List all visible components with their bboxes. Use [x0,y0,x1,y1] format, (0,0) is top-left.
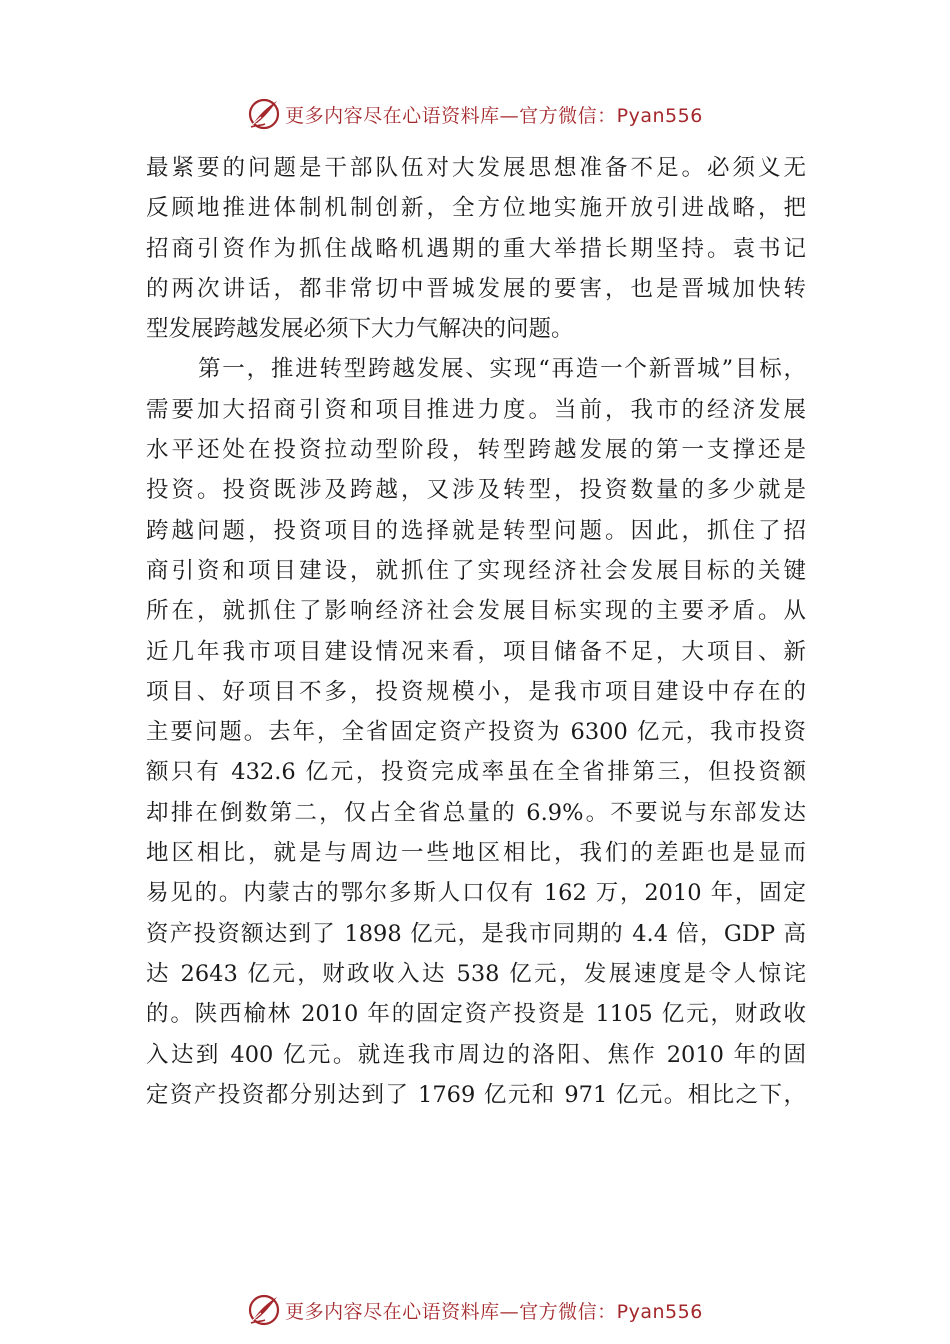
footer-banner-label: 更多内容尽在心语资料库—官方微信： [285,1300,617,1323]
body-line: 达 2643 亿元，财政收入达 538 亿元，发展速度是令人惊诧 [146,960,806,987]
body-line: 所在，就抓住了影响经济社会发展目标实现的主要矛盾。从 [146,598,806,625]
body-line: 招商引资作为抓住战略机遇期的重大举措长期坚持。袁书记 [146,235,806,262]
body-line: 跨越问题，投资项目的选择就是转型问题。因此，抓住了招 [146,517,806,544]
body-line: 需要加大招商引资和项目推进力度。当前，我市的经济发展 [146,396,806,423]
body-line: 商引资和项目建设，就抓住了实现经济社会发展目标的关键 [146,557,806,584]
body-line: 的。陕西榆林 2010 年的固定资产投资是 1105 亿元，财政收 [146,1001,806,1028]
body-line: 最紧要的问题是干部队伍对大发展思想准备不足。必须义无 [146,155,806,181]
footer-banner-text [285,1297,703,1324]
body-line: 水平还处在投资拉动型阶段，转型跨越发展的第一支撑还是 [146,437,806,464]
body-line: 项目、好项目不多，投资规模小，是我市项目建设中存在的 [146,678,806,705]
body-line: 易见的。内蒙古的鄂尔多斯人口仅有 162 万，2010 年，固定 [146,880,806,907]
footer-banner [0,1290,950,1330]
body-line: 地区相比，就是与周边一些地区相比，我们的差距也是显而 [146,840,806,867]
body-line: 近几年我市项目建设情况来看，项目储备不足，大项目、新 [146,638,806,665]
body-line: 定资产投资都分别达到了 1769 亿元和 971 亿元。相比之下， [146,1081,806,1108]
body-line: 主要问题。去年，全省固定资产投资为 6300 亿元，我市投资 [146,719,806,746]
header-banner-text [285,101,703,128]
header-banner-label: 更多内容尽在心语资料库—官方微信： [285,104,617,127]
quill-pen-logo-icon [247,1293,281,1327]
body-line: 额只有 432.6 亿元，投资完成率虽在全省排第三，但投资额 [146,759,806,786]
document-body [146,148,806,1115]
body-line: 却排在倒数第二，仅占全省总量的 6.9%。不要说与东部发达 [146,799,806,826]
paragraph-first-line: 第一，推进转型跨越发展、实现“再造一个新晋城”目标， [198,356,806,383]
body-line: 投资。投资既涉及跨越，又涉及转型，投资数量的多少就是 [146,477,806,504]
body-line: 入达到 400 亿元。就连我市周边的洛阳、焦作 2010 年的固 [146,1041,806,1068]
header-banner [0,94,950,134]
footer-wechat-handle: Pyan556 [616,1300,703,1323]
body-line: 型发展跨越发展必须下大力气解决的问题。 [146,316,574,343]
body-line: 的两次讲话，都非常切中晋城发展的要害，也是晋城加快转 [146,275,806,302]
body-line: 反顾地推进体制机制创新，全方位地实施开放引进战略，把 [146,195,806,222]
header-wechat-handle: Pyan556 [616,104,703,127]
quill-pen-logo-icon [247,97,281,131]
body-line: 资产投资额达到了 1898 亿元，是我市同期的 4.4 倍，GDP 高 [146,920,806,947]
